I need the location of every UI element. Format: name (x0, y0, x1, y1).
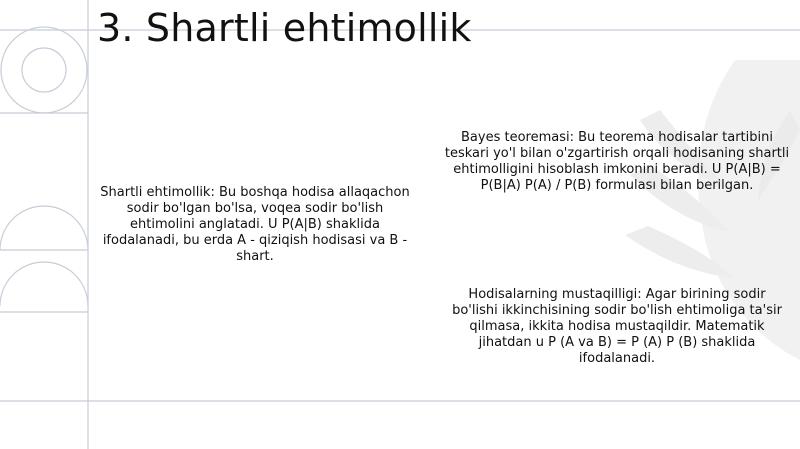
conditional-probability-text: Shartli ehtimollik: Bu boshqa hodisa allaqachon sodir bo'lgan bo'lsa, voqea sodir bo'lish ehtimolini anglatadi. U P(A|B) shaklida ifodalanadi, bu erda A - qiziqish hodisasi va B - shart. (100, 185, 410, 264)
event-independence-text: Hodisalarning mustaqilligi: Agar birining sodir bo'lishi ikkinchisining sodir bo'lish ehtimoliga ta'sir qilmasa, ikkita hodisa mustaqildir. Matematik jihatdan u P (A va B) = P (A) P (B) shaklida ifodalanadi. (452, 287, 782, 366)
slide-title: 3. Shartli ehtimollik (97, 6, 472, 50)
bayes-theorem-text: Bayes teoremasi: Bu teorema hodisalar tartibini teskari yo'l bilan o'zgartirish orqali hodisaning shartli ehtimolligini hisoblash imkonini beradi. U P(A|B) = P(B|A) P(A) / P(B) formulası bilan berilgan. (444, 130, 790, 193)
